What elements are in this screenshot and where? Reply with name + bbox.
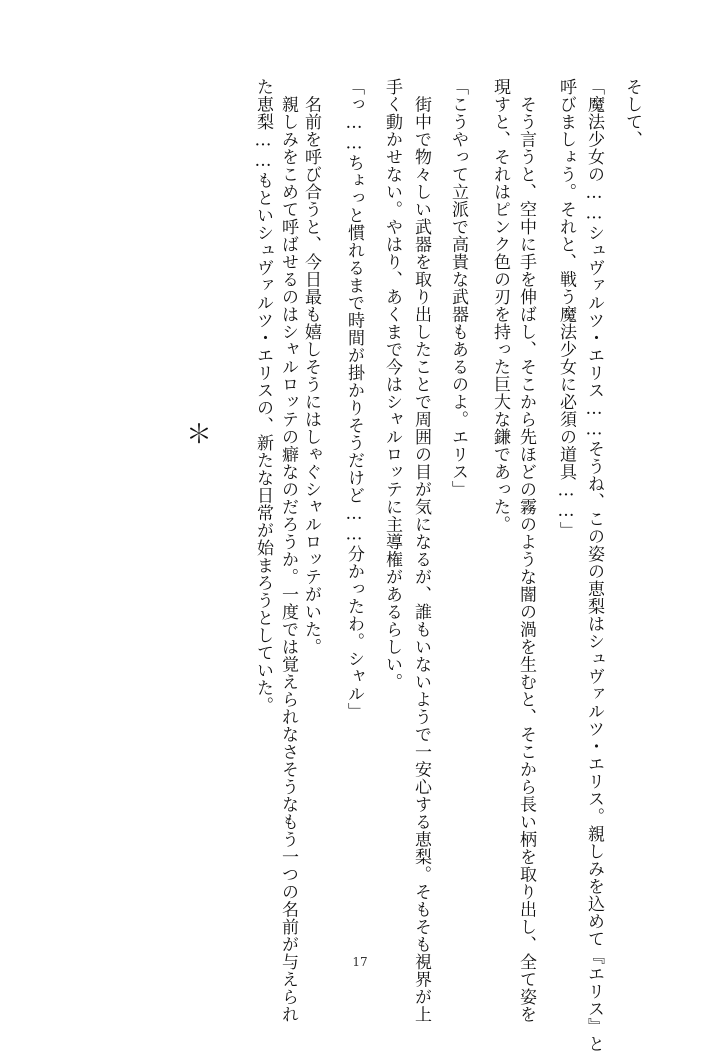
- text-line-2: 「魔法少女の……シュヴァルツ・エリス……そうね、この姿の恵梨はシュヴァルツ・エリス。親しみを込めて『エリス』と: [584, 78, 604, 1053]
- text-line-7: 街中で物々しい武器を取り出したことで周囲の目が気になるが、誰もいないようで一安心する恵梨。そもそも視界が上: [411, 78, 431, 1023]
- text-line-6: 「こうやって立派で高貴な武器もあるのよ。エリス」: [448, 78, 468, 498]
- text-line-8: 手く動かせない。やはり、あくまで今はシャルロッテに主導権があるらしい。: [382, 78, 402, 691]
- scene-break-asterisk: ＊: [186, 420, 213, 450]
- text-line-3: 呼びましょう。それと、戦う魔法少女に必須の道具……」: [556, 78, 576, 539]
- text-line-11: 親しみをこめて呼ばせるのはシャルロッテの癖なのだろうか。一度では覚えられなさそうなもう一つの名前が与えられ: [278, 78, 298, 1023]
- page-number: 17: [352, 955, 368, 969]
- text-line-5: 現すと、それはピンク色の刃を持った巨大な鎌であった。: [490, 78, 510, 533]
- text-line-10: 名前を呼び合うと、今日最も嬉しそうにはしゃぐシャルロッテがいた。: [301, 78, 321, 656]
- text-line-12: た恵梨……もといシュヴァルツ・エリスの、新たな日常が始まろうとしていた。: [253, 78, 273, 714]
- text-line-4: そう言うと、空中に手を伸ばし、そこから先ほどの霧のような闇の渦を生むと、そこから長い柄を取り出し、全て姿を: [516, 78, 536, 1023]
- text-line-1: そして、: [622, 78, 642, 148]
- text-line-9: 「っ……ちょっと慣れるまで時間が掛かりそうだけど……分かったわ。シャル」: [344, 78, 364, 720]
